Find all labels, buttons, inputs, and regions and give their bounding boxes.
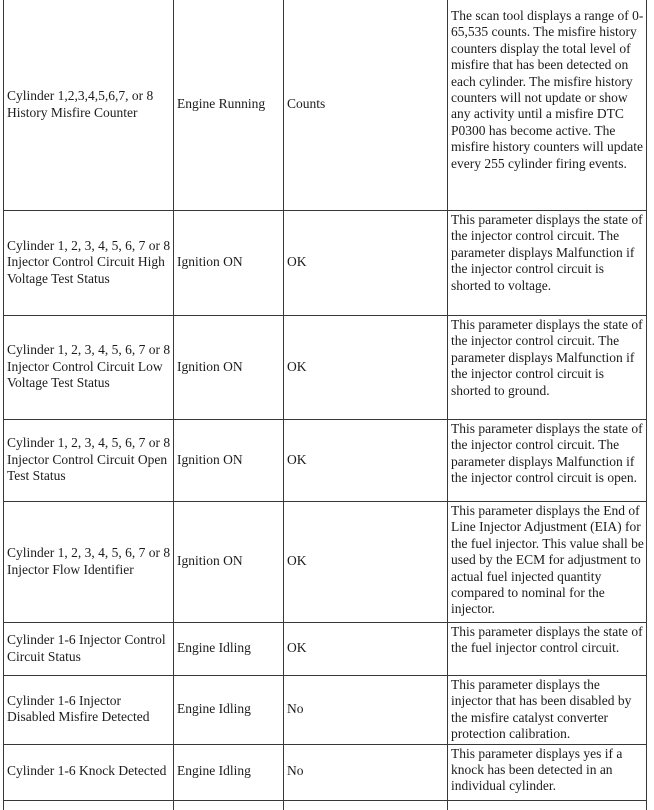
value-cell <box>284 801 448 810</box>
condition-cell: Engine Idling <box>174 676 284 744</box>
table-row <box>4 211 647 316</box>
description-cell: This parameter displays the state of the injector control circuit. The parameter displays Malfunction if the injector control circuit is shorted to ground. <box>448 316 647 419</box>
table-row <box>4 745 647 801</box>
parameter-cell <box>4 801 174 810</box>
table-row <box>4 623 647 676</box>
table-row-partial <box>4 801 647 810</box>
parameter-cell: Cylinder 1-6 Knock Detected <box>4 745 174 800</box>
parameter-cell: Cylinder 1, 2, 3, 4, 5, 6, 7 or 8 Injector Control Circuit Open Test Status <box>4 420 174 501</box>
description-cell: This parameter displays yes if a knock has been detected in an individual cylinder. <box>448 745 647 800</box>
condition-cell: Engine Running <box>174 0 284 210</box>
description-cell <box>448 801 647 810</box>
parameter-table <box>3 0 647 810</box>
condition-cell: Ignition ON <box>174 316 284 419</box>
value-cell: Counts <box>284 0 448 210</box>
parameter-cell: Cylinder 1, 2, 3, 4, 5, 6, 7 or 8 Injector Flow Identifier <box>4 502 174 622</box>
table-row <box>4 676 647 745</box>
description-cell: The scan tool displays a range of 0-65,535 counts. The misfire history counters display the total level of misfire that has been detected on each cylinder. The misfire history counters will not update or show any activity until a misfire DTC P0300 has become active. The misfire history counters will update every 255 cylinder firing events. <box>448 0 647 210</box>
value-cell: OK <box>284 211 448 315</box>
value-cell: OK <box>284 623 448 675</box>
table-row <box>4 420 647 502</box>
parameter-cell: Cylinder 1,2,3,4,5,6,7, or 8 History Misfire Counter <box>4 0 174 210</box>
table-row <box>4 316 647 420</box>
parameter-cell: Cylinder 1-6 Injector Disabled Misfire Detected <box>4 676 174 744</box>
value-cell: OK <box>284 420 448 501</box>
description-cell: This parameter displays the End of Line Injector Adjustment (EIA) for the fuel injector. This value shall be used by the ECM for adjustment to actual fuel injected quantity compared to nominal for the injector. <box>448 502 647 622</box>
table-row <box>4 502 647 623</box>
condition-cell <box>174 801 284 810</box>
parameter-cell: Cylinder 1, 2, 3, 4, 5, 6, 7 or 8 Injector Control Circuit Low Voltage Test Status <box>4 316 174 419</box>
value-cell: OK <box>284 316 448 419</box>
value-cell: No <box>284 676 448 744</box>
description-cell: This parameter displays the state of the injector control circuit. The parameter displays Malfunction if the injector control circuit is shorted to voltage. <box>448 211 647 315</box>
condition-cell: Engine Idling <box>174 745 284 800</box>
value-cell: No <box>284 745 448 800</box>
description-cell: This parameter displays the state of the fuel injector control circuit. <box>448 623 647 675</box>
description-cell: This parameter displays the state of the injector control circuit. The parameter displays Malfunction if the injector control circuit is open. <box>448 420 647 501</box>
parameter-cell: Cylinder 1, 2, 3, 4, 5, 6, 7 or 8 Injector Control Circuit High Voltage Test Status <box>4 211 174 315</box>
condition-cell: Ignition ON <box>174 211 284 315</box>
parameter-cell: Cylinder 1-6 Injector Control Circuit Status <box>4 623 174 675</box>
condition-cell: Engine Idling <box>174 623 284 675</box>
table-row <box>4 0 647 211</box>
description-cell: This parameter displays the injector that has been disabled by the misfire catalyst converter protection calibration. <box>448 676 647 744</box>
condition-cell: Ignition ON <box>174 420 284 501</box>
condition-cell: Ignition ON <box>174 502 284 622</box>
value-cell: OK <box>284 502 448 622</box>
